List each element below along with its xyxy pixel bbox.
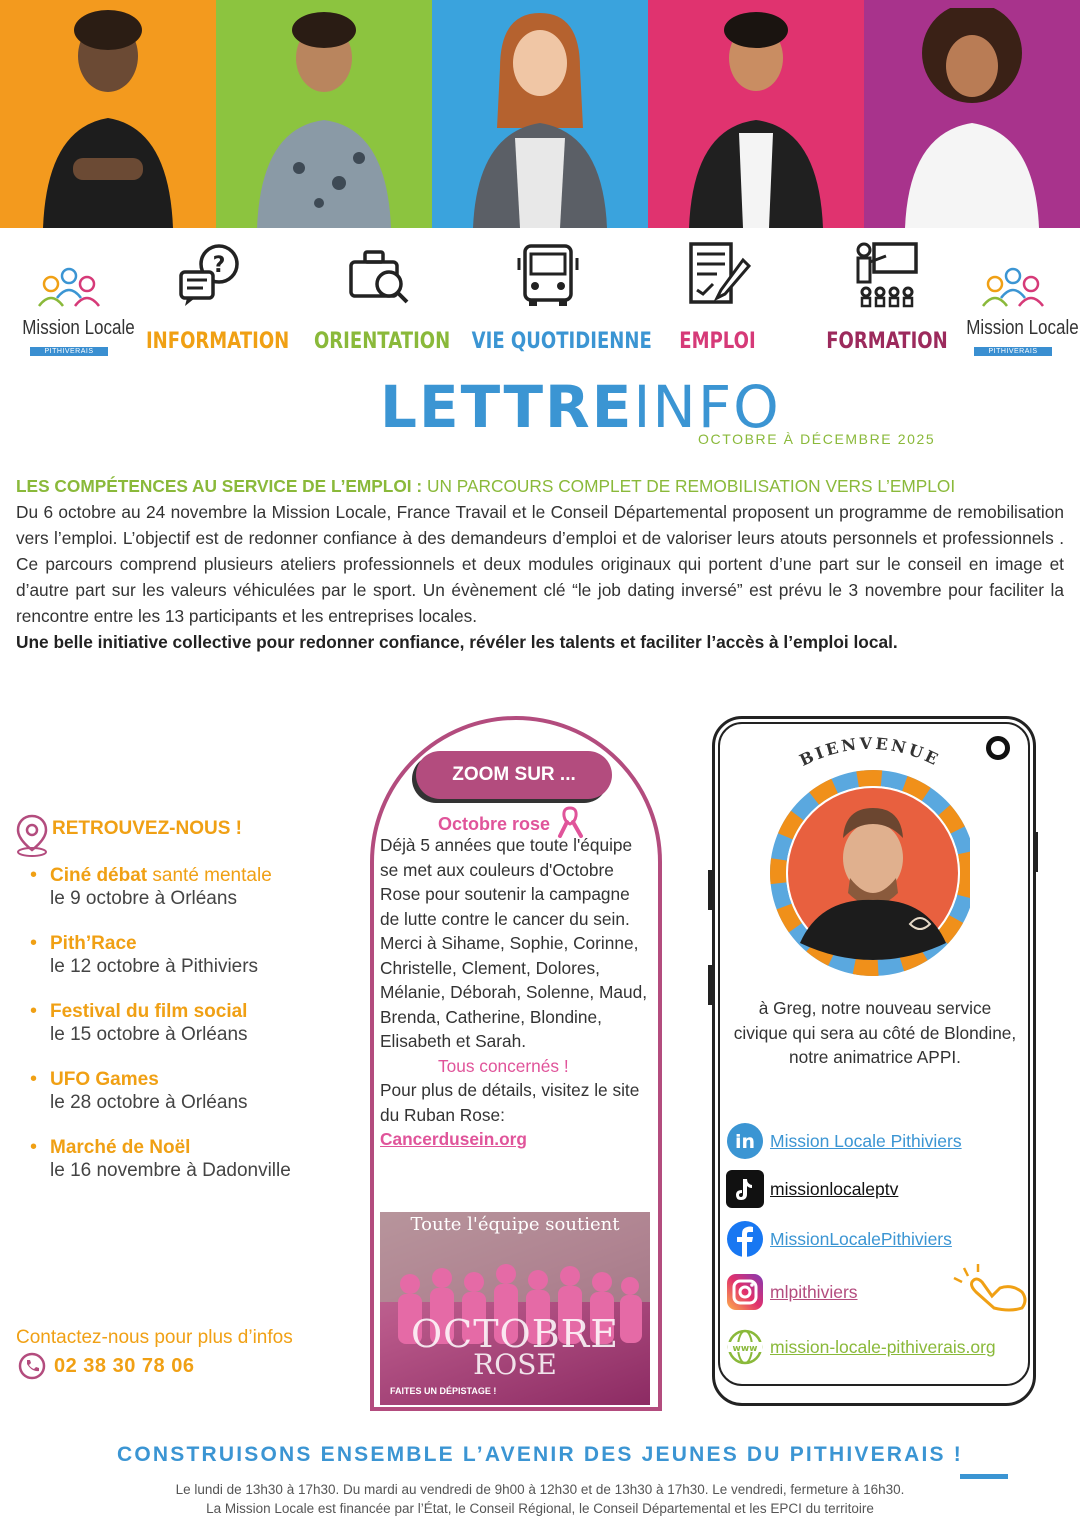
team-photo [380,1212,650,1405]
camera-icon [986,736,1010,760]
phone-side-button [708,870,712,910]
logo-sub: PITHIVERAIS [974,347,1051,356]
social-link-text[interactable]: mlpithiviers [770,1281,858,1302]
intro-heading-rest: UN PARCOURS COMPLET DE REMOBILISATION VERS L’EMPLOI [422,476,956,496]
event-name: Festival du film social [50,1001,248,1022]
banner-panel-purple [864,0,1080,228]
zoom-subtitle-text: Octobre rose [438,814,551,834]
category-emploi [645,240,790,354]
category-vie-quotidienne [455,240,652,354]
people-logo-icon [29,266,109,312]
contract-pen-icon [683,240,753,310]
social-link-text[interactable]: missionlocaleptv [770,1178,899,1199]
zoom-text-3: Pour plus de détails, visitez le site du Ruban Rose: [380,1080,640,1125]
bus-icon [513,240,583,310]
person-photo [681,8,831,228]
mission-locale-logo-right [958,266,1079,358]
category-label: EMPLOI [679,329,756,354]
globe-icon [726,1328,764,1366]
events-list [30,864,350,1204]
social-website[interactable] [726,1328,996,1366]
event-name: UFO Games [50,1069,159,1090]
retrouvez-title: RETROUVEZ-NOUS ! [52,818,242,839]
zoom-text-2: Merci à Sihame, Sophie, Corinne, Christelle, Clement, Dolores, Mélanie, Déborah, Solenne, Maud, Brenda, Catherine, Blondine, Elisabeth et Sarah. [380,933,648,1051]
newsletter-title [380,373,781,441]
intro-section [16,473,1064,655]
people-logo-icon [973,266,1053,312]
social-linkedin[interactable] [726,1122,962,1160]
event-name: Pith’Race [50,933,137,954]
banner-panel-blue [432,0,648,228]
logo-name: Mission Locale [22,317,135,339]
person-photo [465,8,615,228]
list-item [30,1000,350,1046]
svg-text:?: ? [212,253,225,278]
zoom-text-1: Déjà 5 années que toute l'équipe se met aux couleurs d'Octobre Rose pour soutenir la campagne de lutte contre le cancer du sein. [380,835,633,929]
tiktok-icon [726,1170,764,1208]
person-photo [249,8,399,228]
event-detail: le 12 octobre à Pithiviers [50,956,259,977]
event-detail: le 9 octobre à Orléans [50,888,237,909]
phone-side-button [1034,832,1038,872]
location-pin-icon [14,812,50,858]
logo-name: Mission Locale [966,317,1079,339]
welcome-portrait [770,728,970,988]
event-detail: le 16 novembre à Dadonville [50,1160,291,1181]
logo-sub: PITHIVERAIS [30,347,107,356]
slogan: CONSTRUISONS ENSEMBLE L’AVENIR DES JEUNES DU PITHIVERAIS ! [117,1443,963,1466]
person-photo [33,8,183,228]
zoom-text [380,833,652,1152]
category-orientation [300,240,455,354]
banner-panel-pink [648,0,864,228]
chat-question-icon [175,240,245,310]
svg-text:www: www [732,1344,758,1354]
social-link-text[interactable]: Mission Locale Pithiviers [770,1130,962,1151]
svg-text:in: in [734,1131,756,1153]
phone-number[interactable]: 02 38 30 78 06 [54,1354,195,1377]
hand-tap-icon [950,1262,1030,1314]
category-formation [812,240,962,354]
photo-big-text: OCTOBRE [410,1312,619,1356]
zoom-pill: ZOOM SUR ... [416,751,612,799]
briefcase-search-icon [343,240,413,310]
intro-strong: Une belle initiative collective pour redonner confiance, révéler les talents et faciliter l’accès à l’emploi local. [16,632,898,652]
mission-locale-logo-left [14,266,135,358]
phone-contact[interactable] [18,1352,194,1380]
social-link-text[interactable]: mission-locale-pithiverais.org [770,1336,996,1357]
photo-caption: Toute l'équipe soutient [410,1214,620,1235]
intro-heading [16,473,1064,499]
facebook-icon [726,1220,764,1258]
contact-text: Contactez-nous pour plus d’infos [16,1327,293,1348]
category-label: VIE QUOTIDIENNE [471,329,652,354]
category-label: INFORMATION [145,329,290,354]
event-name: Ciné débat [50,865,148,886]
banner-panel-orange [0,0,216,228]
photo-rose-text: ROSE [473,1348,557,1381]
instagram-icon [726,1273,764,1311]
category-label: FORMATION [826,329,948,354]
social-link-text[interactable]: MissionLocalePithiviers [770,1228,952,1249]
event-name: Marché de Noël [50,1137,191,1158]
social-tiktok[interactable] [726,1170,898,1208]
phone-icon [18,1352,46,1380]
opening-hours: Le lundi de 13h30 à 17h30. Du mardi au vendredi de 9h00 à 12h30 et de 13h30 à 17h30. Le vendredi, fermeture à 16h30. [175,1482,905,1497]
person-photo [897,8,1047,228]
social-facebook[interactable] [726,1220,952,1258]
title-bold: LETTRE [380,373,634,441]
category-label: ORIENTATION [313,329,451,354]
intro-body: Du 6 octobre au 24 novembre la Mission Locale, France Travail et le Conseil Départemental proposent un programme de remobilisation vers l’emploi. L’objectif est de redonner confiance à des demandeurs d’emploi et de valoriser leurs atouts personnels et professionnels . Ce parcours comprend plusieurs ateliers professionnels et deux modules originaux qui portent d’une part sur le conseil en image et d’autre part sur les valeurs véhiculées par le sport. Un évènement clé “le job dating inversé” est prévu le 3 novembre pour faciliter la rencontre entre les 13 participants et les entreprises locales. [16,502,1064,626]
category-information [132,240,290,354]
slogan-underline [960,1474,1008,1479]
header-banner [0,0,1080,228]
cancerdusein-link[interactable]: Cancerdusein.org [380,1129,527,1149]
retrouvez-section [14,812,242,863]
welcome-text: à Greg, notre nouveau service civique qui sera au côté de Blondine, notre animatrice APPI. [733,998,1017,1067]
event-detail: le 28 octobre à Orléans [50,1092,248,1113]
phone-side-button [708,965,712,1005]
teacher-board-icon [852,240,922,310]
event-detail: le 15 octobre à Orléans [50,1024,248,1045]
list-item [30,1136,350,1182]
list-item [30,1068,350,1114]
newsletter-dates: OCTOBRE À DÉCEMBRE 2025 [698,431,936,447]
welcome-heading: BIENVENUE [796,733,944,770]
social-instagram[interactable] [726,1273,858,1311]
banner-panel-green [216,0,432,228]
list-item [30,932,350,978]
funding-text: La Mission Locale est financée par l’État, le Conseil Régional, le Conseil Départemental et les EPCI du territoire [206,1501,874,1516]
event-name-extra: santé mentale [147,865,272,886]
zoom-pink: Tous concernés ! [438,1055,569,1076]
intro-heading-bold: LES COMPÉTENCES AU SERVICE DE L’EMPLOI : [16,476,423,496]
linkedin-icon [726,1122,764,1160]
photo-footer-text: FAITES UN DÉPISTAGE ! [390,1386,497,1396]
title-light: INFO [633,373,781,441]
list-item [30,864,350,910]
